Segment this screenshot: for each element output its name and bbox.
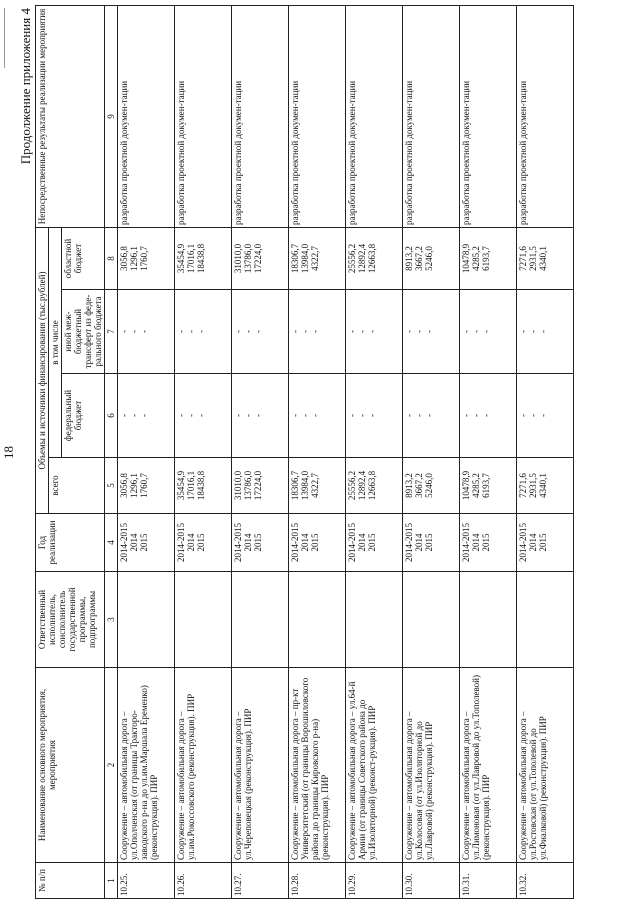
other-transfer-value: -	[119, 330, 129, 333]
executor	[289, 572, 346, 668]
table-row	[346, 6, 403, 899]
years	[289, 514, 346, 572]
years	[517, 514, 574, 572]
measure-name: Сооружение – автомобильная дорога – ул.Ростовская (от ул.Тополевой до ул.Фиалковой) (реконструкция). ПИР	[517, 668, 574, 863]
regional-value: 18438,8	[196, 243, 206, 274]
result: разработка проектной докумен-тации	[346, 6, 403, 228]
total	[232, 458, 289, 514]
other-transfer-value: -	[290, 330, 300, 333]
col-number: 2	[105, 668, 118, 863]
federal-value: -	[414, 414, 424, 417]
total-value: 12892,4	[357, 470, 367, 501]
regional-value: 2931,5	[528, 246, 538, 271]
other-transfer-value: -	[253, 330, 263, 333]
years-value: 2014	[243, 533, 253, 552]
table-row	[232, 6, 289, 899]
total-value: 25556,2	[347, 470, 357, 501]
years-value: 2015	[481, 533, 491, 552]
result: разработка проектной докумен-тации	[175, 6, 232, 228]
federal	[232, 374, 289, 458]
years	[346, 514, 403, 572]
total-value: 17224,0	[253, 470, 263, 501]
years	[460, 514, 517, 572]
measure-name: Сооружение – автомобильная дорога – ул.64-й Армии (от границы Советского района до ул.Изоляторной) (реконст-рукция). ПИР	[346, 668, 403, 863]
regional-value: 12892,4	[357, 243, 367, 274]
continuation-label: Продолжение приложения 4	[18, 8, 33, 165]
total	[403, 458, 460, 514]
row-number: 10.29.	[346, 863, 403, 899]
years-value: 2014-2015	[290, 523, 300, 562]
header-name: Наименование основного мероприятия, мероприятия	[36, 668, 105, 863]
header-executor: Ответственный исполнитель, соисполнитель государственной программы, подпрограммы	[36, 572, 105, 668]
regional-value: 4340,1	[538, 246, 548, 271]
financing-table	[35, 5, 574, 899]
other-transfer-value: -	[538, 330, 548, 333]
regional	[289, 228, 346, 290]
measure-name: Сооружение – автомобильная дорога – пр-кт Университетский (от границы Ворошиловского района до границы Кировского р-на) (реконструкция). ПИР	[289, 668, 346, 863]
federal-value: -	[528, 414, 538, 417]
regional-value: 25556,2	[347, 243, 357, 274]
regional-value: 1760,7	[139, 246, 149, 271]
total-value: 8913,2	[404, 473, 414, 498]
regional	[517, 228, 574, 290]
other-transfer	[232, 290, 289, 374]
years-value: 2014	[414, 533, 424, 552]
years-value: 2014-2015	[347, 523, 357, 562]
result: разработка проектной докумен-тации	[232, 6, 289, 228]
regional-value: 4285,2	[471, 246, 481, 271]
page-number: 18	[1, 446, 16, 459]
total-value: 4340,1	[538, 473, 548, 498]
regional-value: 4322,7	[310, 246, 320, 271]
federal-value: -	[196, 414, 206, 417]
other-transfer-value: -	[404, 330, 414, 333]
regional	[403, 228, 460, 290]
header-regional: областной бюджет	[62, 228, 105, 290]
years-value: 2014	[300, 533, 310, 552]
col-number: 6	[105, 374, 118, 458]
total	[517, 458, 574, 514]
regional-value: 1296,1	[129, 246, 139, 271]
col-number: 9	[105, 6, 118, 228]
other-transfer	[289, 290, 346, 374]
federal-value: -	[176, 414, 186, 417]
other-transfer-value: -	[528, 330, 538, 333]
regional-value: 3667,2	[414, 246, 424, 271]
executor	[403, 572, 460, 668]
years-value: 2015	[196, 533, 206, 552]
result: разработка проектной докумен-тации	[403, 6, 460, 228]
total-value: 18306,7	[290, 470, 300, 501]
other-transfer-value: -	[414, 330, 424, 333]
row-number: 10.32.	[517, 863, 574, 899]
regional-value: 13984,0	[300, 243, 310, 274]
header-incl: в том числе	[49, 228, 62, 458]
col-number: 3	[105, 572, 118, 668]
result: разработка проектной докумен-тации	[517, 6, 574, 228]
other-transfer-value: -	[129, 330, 139, 333]
regional	[175, 228, 232, 290]
federal-value: -	[424, 414, 434, 417]
header-year: Год реализации	[36, 514, 105, 572]
total-value: 1760,7	[139, 473, 149, 498]
measure-name: Сооружение – автомобильная дорога – ул.Колосовая (от ул.Изоляторной до ул.Лавровой) (реконструкция). ПИР	[403, 668, 460, 863]
federal-value: -	[367, 414, 377, 417]
years-value: 2014	[528, 533, 538, 552]
total	[175, 458, 232, 514]
other-transfer	[346, 290, 403, 374]
executor	[517, 572, 574, 668]
other-transfer-value: -	[424, 330, 434, 333]
total-value: 31010,0	[233, 470, 243, 501]
regional-value: 17016,1	[186, 243, 196, 274]
col-number: 5	[105, 458, 118, 514]
years-value: 2014-2015	[518, 523, 528, 562]
federal-value: -	[300, 414, 310, 417]
regional-value: 5246,0	[424, 246, 434, 271]
other-transfer-value: -	[518, 330, 528, 333]
regional-value: 8913,2	[404, 246, 414, 271]
total-value: 4285,2	[471, 473, 481, 498]
other-transfer-value: -	[367, 330, 377, 333]
years	[403, 514, 460, 572]
other-transfer	[175, 290, 232, 374]
executor	[460, 572, 517, 668]
regional	[232, 228, 289, 290]
years-value: 2015	[538, 533, 548, 552]
other-transfer-value: -	[461, 330, 471, 333]
years-value: 2014-2015	[233, 523, 243, 562]
total-value: 5246,0	[424, 473, 434, 498]
federal-value: -	[481, 414, 491, 417]
years-value: 2014	[357, 533, 367, 552]
regional-value: 6193,7	[481, 246, 491, 271]
federal-value: -	[243, 414, 253, 417]
federal-value: -	[357, 414, 367, 417]
row-number: 10.26.	[175, 863, 232, 899]
federal-value: -	[404, 414, 414, 417]
federal-value: -	[290, 414, 300, 417]
other-transfer-value: -	[471, 330, 481, 333]
header-volumes: Объемы и источники финансирования (тыс.рублей)	[36, 228, 49, 514]
federal-value: -	[538, 414, 548, 417]
regional-value: 31010,0	[233, 243, 243, 274]
col-number: 1	[105, 863, 118, 899]
measure-name: Сооружение – автомобильная дорога – ул.им.Рокоссовского (реконструкция). ПИР	[175, 668, 232, 863]
regional	[118, 228, 175, 290]
federal-value: -	[471, 414, 481, 417]
federal	[175, 374, 232, 458]
measure-name: Сооружение – автомобильная дорога – ул.Череповецкая (реконструкция). ПИР	[232, 668, 289, 863]
regional-value: 13786,0	[243, 243, 253, 274]
total-value: 1296,1	[129, 473, 139, 498]
header-results: Непосредственные результаты реализации мероприятия	[36, 6, 105, 228]
total-value: 35454,9	[176, 470, 186, 501]
table-row	[118, 6, 175, 899]
federal-value: -	[310, 414, 320, 417]
table-row	[517, 6, 574, 899]
total	[118, 458, 175, 514]
executor	[346, 572, 403, 668]
years	[118, 514, 175, 572]
years-value: 2014	[186, 533, 196, 552]
federal-value: -	[461, 414, 471, 417]
years-value: 2015	[139, 533, 149, 552]
years	[232, 514, 289, 572]
regional	[460, 228, 517, 290]
years-value: 2015	[310, 533, 320, 552]
executor	[232, 572, 289, 668]
regional-value: 12663,8	[367, 243, 377, 274]
years-value: 2014	[129, 533, 139, 552]
years	[175, 514, 232, 572]
other-transfer	[403, 290, 460, 374]
total-value: 12663,8	[367, 470, 377, 501]
row-number: 10.28.	[289, 863, 346, 899]
federal	[346, 374, 403, 458]
regional-value: 17224,0	[253, 243, 263, 274]
years-value: 2014-2015	[119, 523, 129, 562]
table-row	[175, 6, 232, 899]
federal-value: -	[347, 414, 357, 417]
other-transfer-value: -	[357, 330, 367, 333]
other-transfer-value: -	[196, 330, 206, 333]
other-transfer-value: -	[186, 330, 196, 333]
federal-value: -	[518, 414, 528, 417]
total-value: 13786,0	[243, 470, 253, 501]
other-transfer-value: -	[310, 330, 320, 333]
row-number: 10.30.	[403, 863, 460, 899]
federal-value: -	[233, 414, 243, 417]
row-number: 10.25.	[118, 863, 175, 899]
table-row	[289, 6, 346, 899]
federal-value: -	[253, 414, 263, 417]
federal-value: -	[119, 414, 129, 417]
col-number: 4	[105, 514, 118, 572]
years-value: 2014-2015	[461, 523, 471, 562]
regional-value: 10478,9	[461, 243, 471, 274]
federal-value: -	[129, 414, 139, 417]
total-value: 3056,8	[119, 473, 129, 498]
other-transfer	[517, 290, 574, 374]
federal-value: -	[186, 414, 196, 417]
executor	[118, 572, 175, 668]
years-value: 2015	[424, 533, 434, 552]
table-row	[403, 6, 460, 899]
total-value: 2931,5	[528, 473, 538, 498]
regional-value: 7271,6	[518, 246, 528, 271]
col-number: 8	[105, 228, 118, 290]
col-number: 7	[105, 290, 118, 374]
other-transfer-value: -	[243, 330, 253, 333]
result: разработка проектной докумен-тации	[118, 6, 175, 228]
other-transfer	[460, 290, 517, 374]
regional-value: 3056,8	[119, 246, 129, 271]
federal-value: -	[139, 414, 149, 417]
table-body	[118, 6, 574, 899]
result: разработка проектной докумен-тации	[289, 6, 346, 228]
total-value: 6193,7	[481, 473, 491, 498]
header-total: всего	[49, 458, 105, 514]
total-value: 7271,6	[518, 473, 528, 498]
row-number: 10.27.	[232, 863, 289, 899]
regional-value: 35454,9	[176, 243, 186, 274]
measure-name: Сооружение – автомобильная дорога – ул.Ополченская (от границы Тракторо-заводского р-на до ул.им.Маршала Еременко) (реконструкция). ПИР	[118, 668, 175, 863]
other-transfer	[118, 290, 175, 374]
other-transfer-value: -	[139, 330, 149, 333]
total-value: 4322,7	[310, 473, 320, 498]
header-num: № п/п	[36, 863, 105, 899]
header-federal: федеральный бюджет	[62, 374, 105, 458]
federal	[403, 374, 460, 458]
table-row	[460, 6, 517, 899]
other-transfer-value: -	[176, 330, 186, 333]
header-other-transfer: иной меж-бюджетный трансферт из феде-рального бюджета	[62, 290, 105, 374]
measure-name: Сооружение – автомобильная дорога – ул.Лимоновая (от ул.Лавровой до ул.Тополевой) (реконструкция). ПИР	[460, 668, 517, 863]
years-value: 2014-2015	[176, 523, 186, 562]
total	[289, 458, 346, 514]
federal	[517, 374, 574, 458]
federal	[289, 374, 346, 458]
years-value: 2015	[367, 533, 377, 552]
other-transfer-value: -	[481, 330, 491, 333]
total-value: 3667,2	[414, 473, 424, 498]
row-number: 10.31.	[460, 863, 517, 899]
other-transfer-value: -	[300, 330, 310, 333]
other-transfer-value: -	[233, 330, 243, 333]
other-transfer-value: -	[347, 330, 357, 333]
regional	[346, 228, 403, 290]
total	[346, 458, 403, 514]
federal	[460, 374, 517, 458]
result: разработка проектной докумен-тации	[460, 6, 517, 228]
total	[460, 458, 517, 514]
total-value: 17016,1	[186, 470, 196, 501]
federal	[118, 374, 175, 458]
executor	[175, 572, 232, 668]
column-numbers-row	[105, 6, 118, 899]
years-value: 2014	[471, 533, 481, 552]
total-value: 13984,0	[300, 470, 310, 501]
total-value: 10478,9	[461, 470, 471, 501]
regional-value: 18306,7	[290, 243, 300, 274]
years-value: 2015	[253, 533, 263, 552]
years-value: 2014-2015	[404, 523, 414, 562]
total-value: 18438,8	[196, 470, 206, 501]
